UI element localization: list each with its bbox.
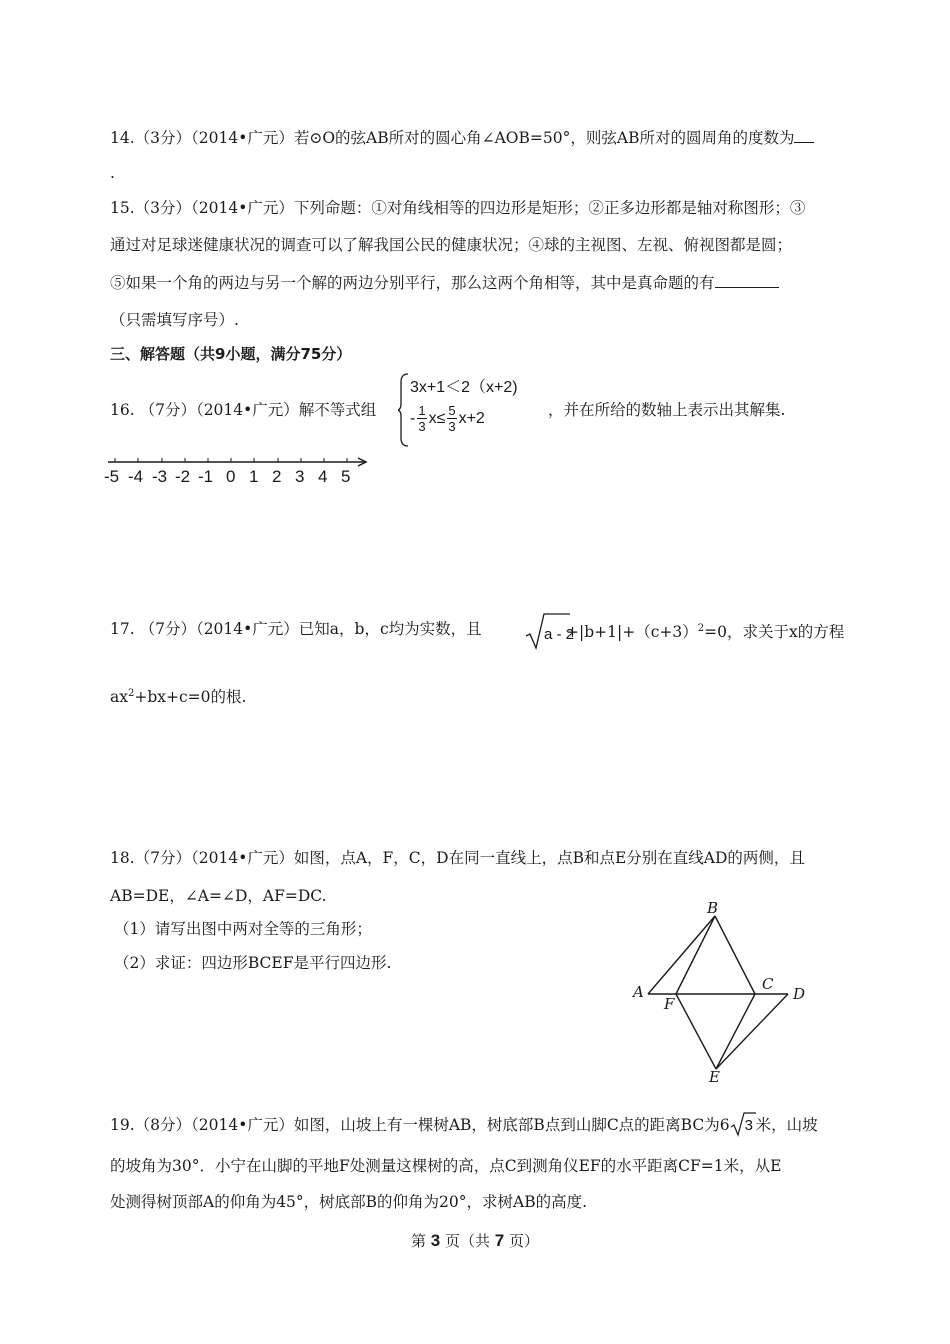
geometry-figure (628, 895, 818, 1087)
answer-blank (715, 273, 779, 288)
tick-label: 5 (341, 467, 351, 486)
q18-sub2: （2）求证：四边形BCEF是平行四边形. (114, 954, 392, 972)
q17-tail (566, 619, 844, 642)
system-line1: 3x+1＜2（x+2) (410, 379, 518, 396)
point-label-e: E (709, 1068, 720, 1086)
q14-line2: . (110, 164, 115, 182)
q17-line2-sup: 2 (127, 688, 135, 699)
system-line2 (410, 403, 485, 434)
point-label-a: A (633, 983, 644, 1001)
q17-middle: +|b+1|+（c+3） (566, 623, 698, 642)
q14-line1 (110, 128, 814, 148)
tick-label: -1 (198, 467, 214, 486)
tick-label: 4 (318, 467, 328, 486)
point-label-b: B (707, 899, 719, 917)
page-footer (0, 1230, 950, 1251)
sqrt-value: 3 (744, 1117, 753, 1134)
tick-label: 3 (295, 467, 305, 486)
q15-line2: 通过对足球迷健康状况的调查可以了解我国公民的健康状况；④球的主视图、左视、俯视图都是圆； (110, 236, 793, 254)
tick-label: -3 (152, 467, 168, 486)
tick-label: -5 (104, 467, 120, 486)
q15-text: ⑤如果一个角的两边与另一个解的两边分别平行，那么这两个角相等，其中是真命题的有 (110, 274, 715, 292)
q15-line1: 15.（3分）（2014•广元）下列命题：①对角线相等的四边形是矩形；②正多边形都是轴对称图形；③ (110, 199, 806, 217)
q17-line2b: +bx+c=0的根. (134, 688, 247, 707)
q17-suffix: =0，求关于x的方程 (704, 623, 845, 642)
tick-label: 2 (272, 467, 282, 486)
q19-line1a: 19.（8分）（2014•广元）如图，山坡上有一棵树AB，树底部B点到山脚C点的距离BC为6 (110, 1116, 730, 1134)
section-title: 三、解答题（共9小题，满分75分） (110, 345, 352, 363)
frac-den: 3 (418, 419, 426, 434)
sqrt-content: a - 2 (544, 626, 575, 643)
footer-pre: 第 (410, 1232, 426, 1250)
system-mid: x≤ (428, 409, 446, 427)
number-line (108, 455, 370, 469)
frac-num: 5 (448, 403, 456, 418)
footer-post: 页） (509, 1232, 540, 1250)
q14-text: 14.（3分）（2014•广元）若⊙O的弦AB所对的圆心角∠AOB=50°，则弦AB所对的圆周角的度数为 (110, 129, 795, 147)
fraction-five-thirds (447, 403, 456, 434)
q18-line1: 18.（7分）（2014•广元）如图，点A，F，C，D在同一直线上，点B和点E分别在直线AD的两侧，且 (110, 849, 805, 867)
q19-line3: 处测得树顶部A的仰角为45°，树底部B的仰角为20°，求树AB的高度. (110, 1193, 588, 1211)
system-end: x+2 (458, 409, 485, 427)
q19-line1 (110, 1115, 818, 1135)
answer-blank (794, 128, 814, 143)
q18-line2: AB=DE，∠A=∠D，AF=DC. (110, 887, 327, 905)
tick-label: -4 (128, 467, 144, 486)
point-label-f: F (664, 995, 675, 1013)
sqrt-three (730, 1115, 756, 1135)
q19-line2: 的坡角为30°．小宁在山脚的平地F处测量这棵树的高，点C到测角仪EF的水平距离CF=1米，从E (110, 1157, 782, 1175)
q16-suffix: ，并在所给的数轴上表示出其解集. (548, 401, 786, 419)
frac-den: 3 (448, 419, 456, 434)
q17-sup: 2 (697, 623, 705, 634)
frac-num: 1 (418, 403, 426, 418)
q18-sub1: （1）请写出图中两对全等的三角形； (114, 920, 372, 938)
q17-prefix: 17. （7分）（2014•广元）已知a，b，c均为实数，且 (110, 620, 482, 638)
point-label-d: D (793, 985, 806, 1003)
q16-prefix: 16. （7分）（2014•广元）解不等式组 (110, 401, 377, 419)
fraction-one-third (417, 403, 426, 434)
system-brace-icon (398, 372, 410, 448)
q19-line1b: 米，山坡 (755, 1116, 818, 1134)
q17-line2 (110, 684, 246, 707)
page-number: 3 (430, 1231, 441, 1250)
point-label-c: C (762, 975, 774, 993)
tick-label: -2 (175, 467, 191, 486)
tick-label: 1 (249, 467, 259, 486)
minus-sign: - (410, 409, 416, 427)
page-total: 7 (494, 1231, 505, 1250)
tick-label: 0 (226, 467, 236, 486)
q15-line4: （只需填写序号）. (110, 311, 239, 329)
q17-line2a: ax (110, 688, 128, 707)
footer-mid: 页（共 (444, 1232, 490, 1250)
q15-line3 (110, 273, 779, 293)
